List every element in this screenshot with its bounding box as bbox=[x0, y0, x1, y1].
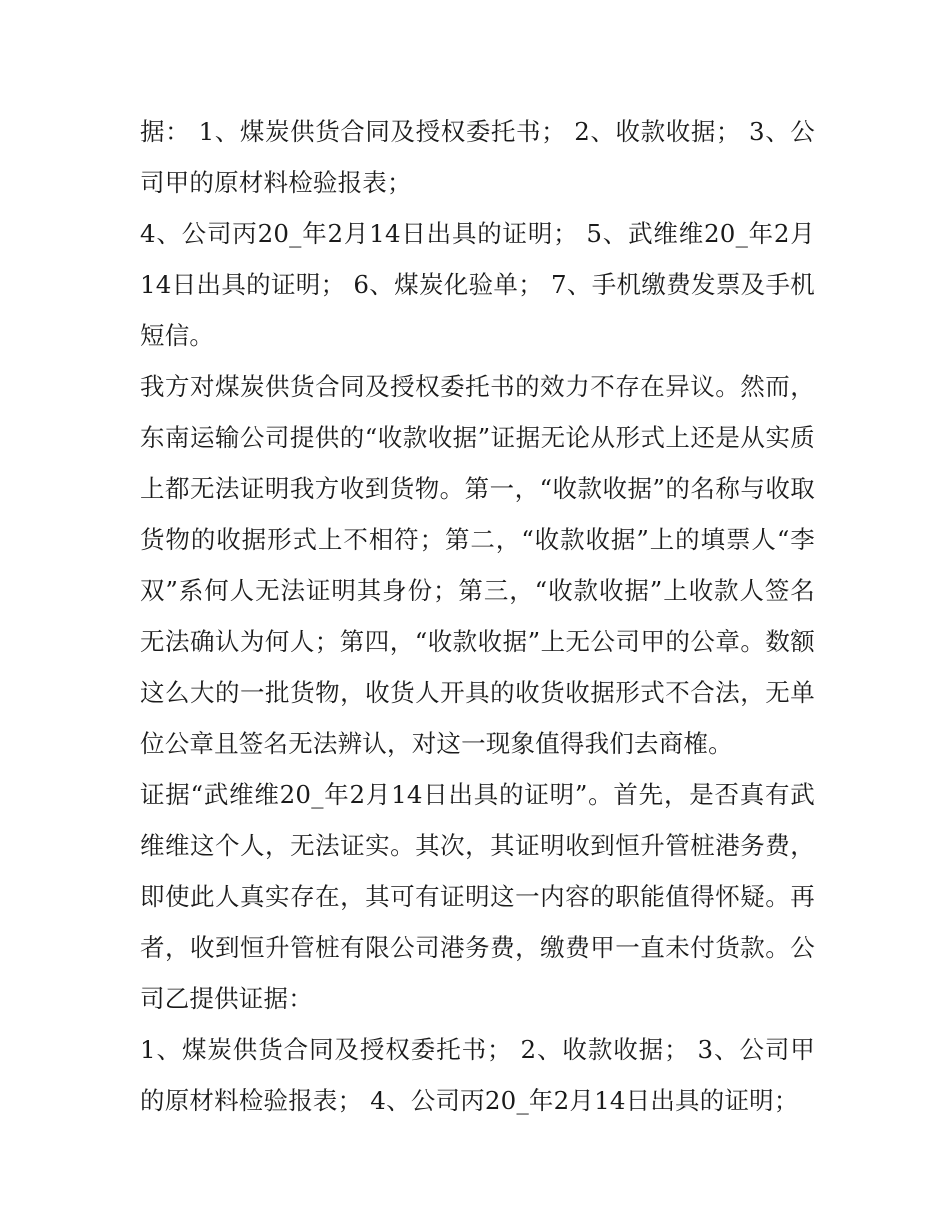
paragraph-certificate-objection: 证据“武维维20_年2月14日出具的证明”。首先，是否真有武维维这个人，无法证实。其次，其证明收到恒升管桩港务费，即使此人真实存在，其可有证明这一内容的职能值得怀疑。再者，收到恒升管桩有限公司港务费，缴费甲一直未付货款。公司乙提供证据： bbox=[140, 780, 815, 1013]
document-body bbox=[140, 106, 815, 1126]
paragraph-company-b-evidence: 1、煤炭供货合同及授权委托书； 2、收款收据； 3、公司甲的原材料检验报表； 4、公司丙20_年2月14日出具的证明； bbox=[140, 1035, 815, 1115]
paragraph-receipt-objection: 我方对煤炭供货合同及授权委托书的效力不存在异议。然而，东南运输公司提供的“收款收据”证据无论从形式上还是从实质上都无法证明我方收到货物。第一，“收款收据”的名称与收取货物的收据形式上不相符；第二，“收款收据”上的填票人“李双”系何人无法证明其身份；第三，“收款收据”上收款人签名无法确认为何人；第四，“收款收据”上无公司甲的公章。数额这么大的一批货物，收货人开具的收货收据形式不合法，无单位公章且签名无法辨认，对这一现象值得我们去商榷。 bbox=[140, 372, 815, 758]
paragraph-evidence-list-continued: 4、公司丙20_年2月14日出具的证明； 5、武维维20_年2月14日出具的证明； 6、煤炭化验单； 7、手机缴费发票及手机短信。 bbox=[140, 219, 815, 350]
paragraph-evidence-list-start: 据： 1、煤炭供货合同及授权委托书； 2、收款收据； 3、公司甲的原材料检验报表； bbox=[140, 117, 815, 197]
